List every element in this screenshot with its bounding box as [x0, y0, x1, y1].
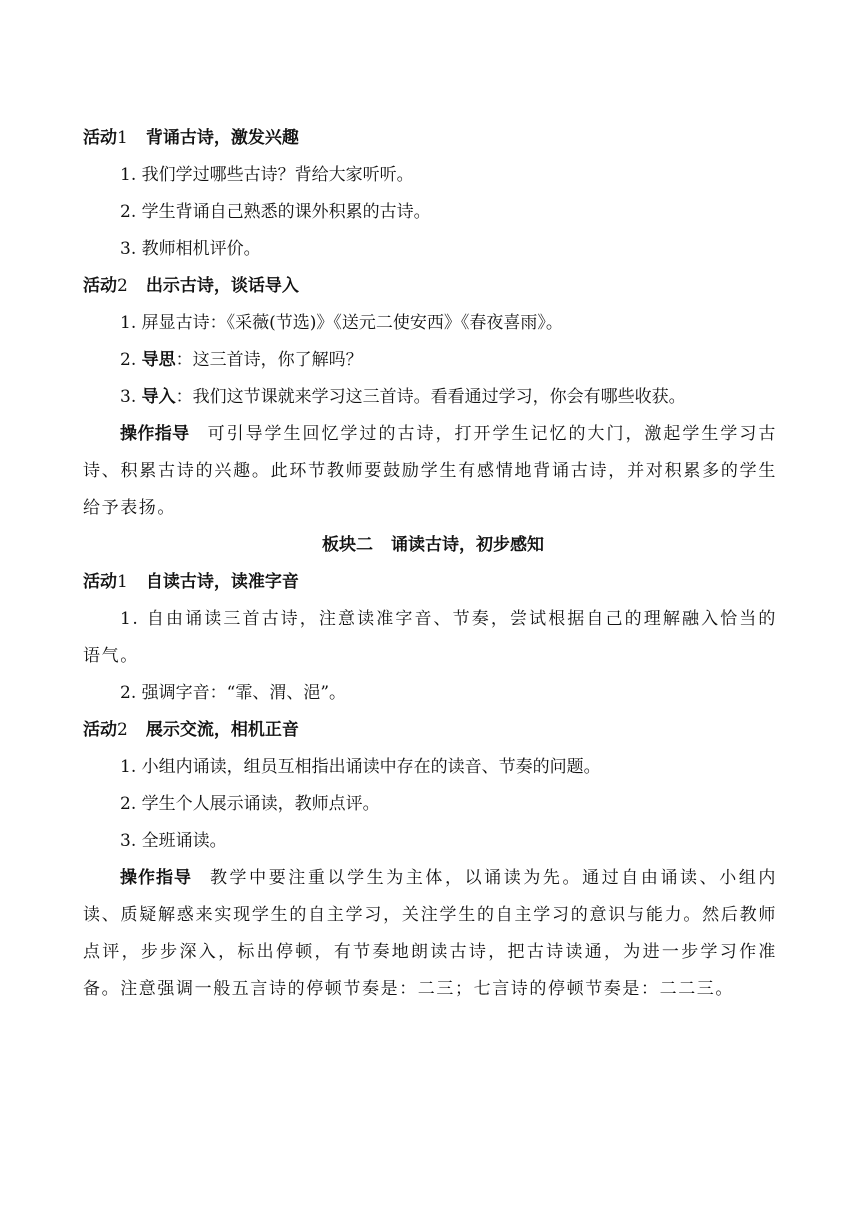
operation-guide-text: 可引导学生回忆学过的古诗，打开学生记忆的大门，激起学生学习古诗、积累古诗的兴趣。此环节教师要鼓励学生有感情地背诵古诗，并对积累多的学生给予表扬。 [83, 424, 778, 518]
section-title-text: 诵读古诗，初步感知 [391, 535, 544, 555]
activity-number: 1 [117, 572, 128, 592]
list-item: 1. 小组内诵读，组员互相指出诵读中存在的读音、节奏的问题。 [120, 757, 601, 777]
section-title-label: 板块二 [322, 535, 373, 555]
operation-guide-label: 操作指导 [120, 868, 192, 888]
list-item-keyword: 导入 [141, 387, 176, 407]
list-item: 3. 全班诵读。 [120, 831, 227, 851]
document-page [83, 120, 777, 1008]
activity-title: 背诵古诗，激发兴趣 [145, 128, 299, 148]
list-item: 1. 自由诵读三首古诗，注意读准字音、节奏，尝试根据自己的理解融入恰当的语气。 [83, 609, 777, 666]
activity-number: 2 [117, 720, 128, 740]
list-item: 1. 我们学过哪些古诗？背给大家听听。 [120, 165, 414, 185]
operation-guide [83, 416, 777, 527]
list-item: 3. 教师相机评价。 [120, 239, 261, 259]
activity-title: 出示古诗，谈话导入 [145, 276, 299, 296]
activity-label: 活动 [83, 720, 117, 740]
activity-label: 活动 [83, 572, 117, 592]
operation-guide-label: 操作指导 [120, 424, 190, 444]
activity-heading [83, 564, 777, 601]
activity-title: 展示交流，相机正音 [145, 720, 299, 740]
operation-guide [83, 860, 777, 1008]
activity-number: 1 [117, 128, 128, 148]
list-item: 2. 学生个人展示诵读，教师点评。 [120, 794, 380, 814]
list-item: 2. 强调字音：“霏、渭、浥”。 [120, 683, 347, 703]
list-item-text: ：我们这节课就来学习这三首诗。看看通过学习，你会有哪些收获。 [175, 387, 686, 407]
list-item: 2. 学生背诵自己熟悉的课外积累的古诗。 [120, 202, 431, 222]
list-item-keyword: 导思 [141, 350, 176, 370]
activity-title: 自读古诗，读准字音 [145, 572, 299, 592]
list-item-number: 2. [120, 350, 142, 370]
list-item-text: ：这三首诗，你了解吗？ [175, 350, 363, 370]
list-item [83, 379, 777, 416]
list-item-number: 3. [120, 387, 142, 407]
list-item [83, 342, 777, 379]
activity-heading [83, 268, 777, 305]
activity-label: 活动 [83, 276, 117, 296]
activity-heading [83, 712, 777, 749]
section-title [83, 527, 777, 564]
activity-label: 活动 [83, 128, 117, 148]
activity-number: 2 [117, 276, 128, 296]
activity-heading [83, 120, 777, 157]
list-item: 1. 屏显古诗：《采薇(节选)》《送元二使安西》《春夜喜雨》。 [120, 313, 563, 333]
operation-guide-text: 教学中要注重以学生为主体，以诵读为先。通过自由诵读、小组内读、质疑解惑来实现学生的自主学习，关注学生的自主学习的意识与能力。然后教师点评，步步深入，标出停顿，有节奏地朗读古诗，把古诗读通，为进一步学习作准备。注意强调一般五言诗的停顿节奏是：二三；七言诗的停顿节奏是：二二三。 [83, 868, 777, 999]
